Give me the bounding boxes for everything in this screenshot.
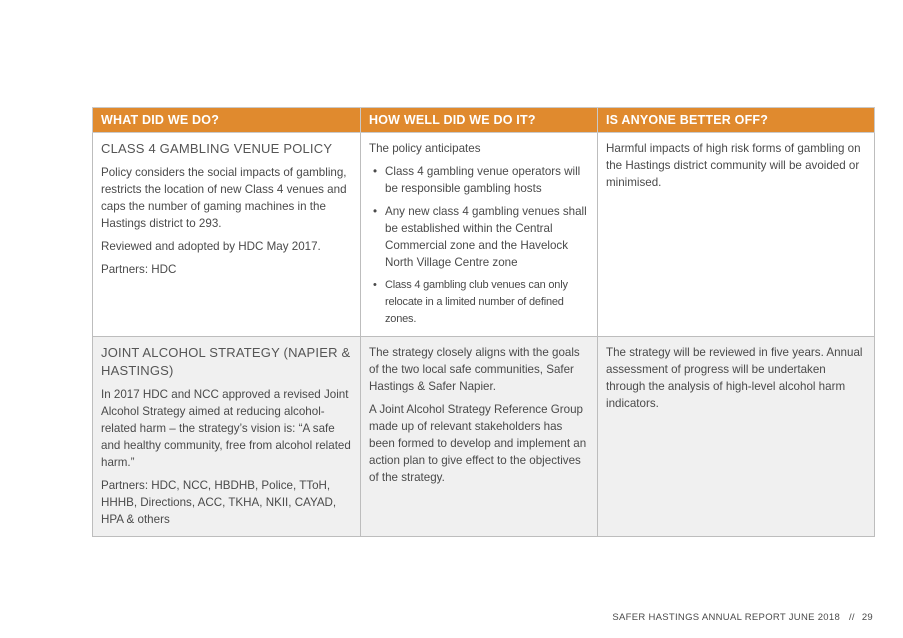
how-paragraph: The strategy closely aligns with the goals of the two local safe communities, Safer Hastings & Safer Napier.: [369, 346, 580, 393]
footer-separator: //: [848, 612, 855, 623]
row-title: CLASS 4 GAMBLING VENUE POLICY: [101, 141, 333, 156]
how-bullet-list: [369, 163, 589, 328]
row-title: JOINT ALCOHOL STRATEGY (NAPIER & HASTINGS): [101, 345, 351, 378]
page-number: 29: [861, 612, 873, 623]
better-text: Harmful impacts of high risk forms of gambling on the Hastings district community will be avoided or minimised.: [606, 142, 861, 189]
outcomes-table: [92, 107, 875, 537]
what-paragraph: Reviewed and adopted by HDC May 2017.: [101, 240, 321, 253]
what-partners: Partners: HDC, NCC, HBDHB, Police, TToH, HHHB, Directions, ACC, TKHA, NKII, CAYAD, HPA & others: [101, 479, 337, 526]
report-title: SAFER HASTINGS ANNUAL REPORT JUNE 2018: [612, 612, 841, 623]
what-paragraph: Policy considers the social impacts of gambling, restricts the location of new Class 4 venues and caps the number of gaming machines in the Hastings district to 293.: [101, 166, 347, 230]
page-footer: [612, 612, 873, 623]
header-how-well: HOW WELL DID WE DO IT?: [361, 108, 598, 133]
header-what-did-we-do: WHAT DID WE DO?: [93, 108, 361, 133]
cell-what: [93, 337, 361, 537]
list-item: • Any new class 4 gambling venues shall be established within the Central Commercial zone and the Havelock North Village Centre zone: [373, 203, 589, 271]
cell-better: [598, 337, 875, 537]
cell-better: [598, 133, 875, 337]
how-intro: The policy anticipates: [369, 142, 481, 155]
what-partners: Partners: HDC: [101, 263, 177, 276]
table-header-row: [93, 108, 875, 133]
what-paragraph: In 2017 HDC and NCC approved a revised Joint Alcohol Strategy aimed at reducing alcohol-related harm – the strategy’s vision is: “A safe and healthy community, free from alcohol related harm.”: [101, 388, 351, 469]
cell-what: [93, 133, 361, 337]
how-paragraph: A Joint Alcohol Strategy Reference Group made up of relevant stakeholders has been formed to develop and implement an action plan to give effect to the objectives of the strategy.: [369, 403, 587, 484]
cell-how: [361, 337, 598, 537]
list-item: • Class 4 gambling venue operators will be responsible gambling hosts: [373, 163, 589, 197]
cell-how: [361, 133, 598, 337]
table-row-alcohol: [93, 337, 875, 537]
better-text: The strategy will be reviewed in five years. Annual assessment of progress will be undertaken through the analysis of high-level alcohol harm indicators.: [606, 346, 863, 410]
table-row-gambling: [93, 133, 875, 337]
header-better-off: IS ANYONE BETTER OFF?: [598, 108, 875, 133]
list-item: • Class 4 gambling club venues can only relocate in a limited number of defined zones.: [373, 277, 589, 328]
